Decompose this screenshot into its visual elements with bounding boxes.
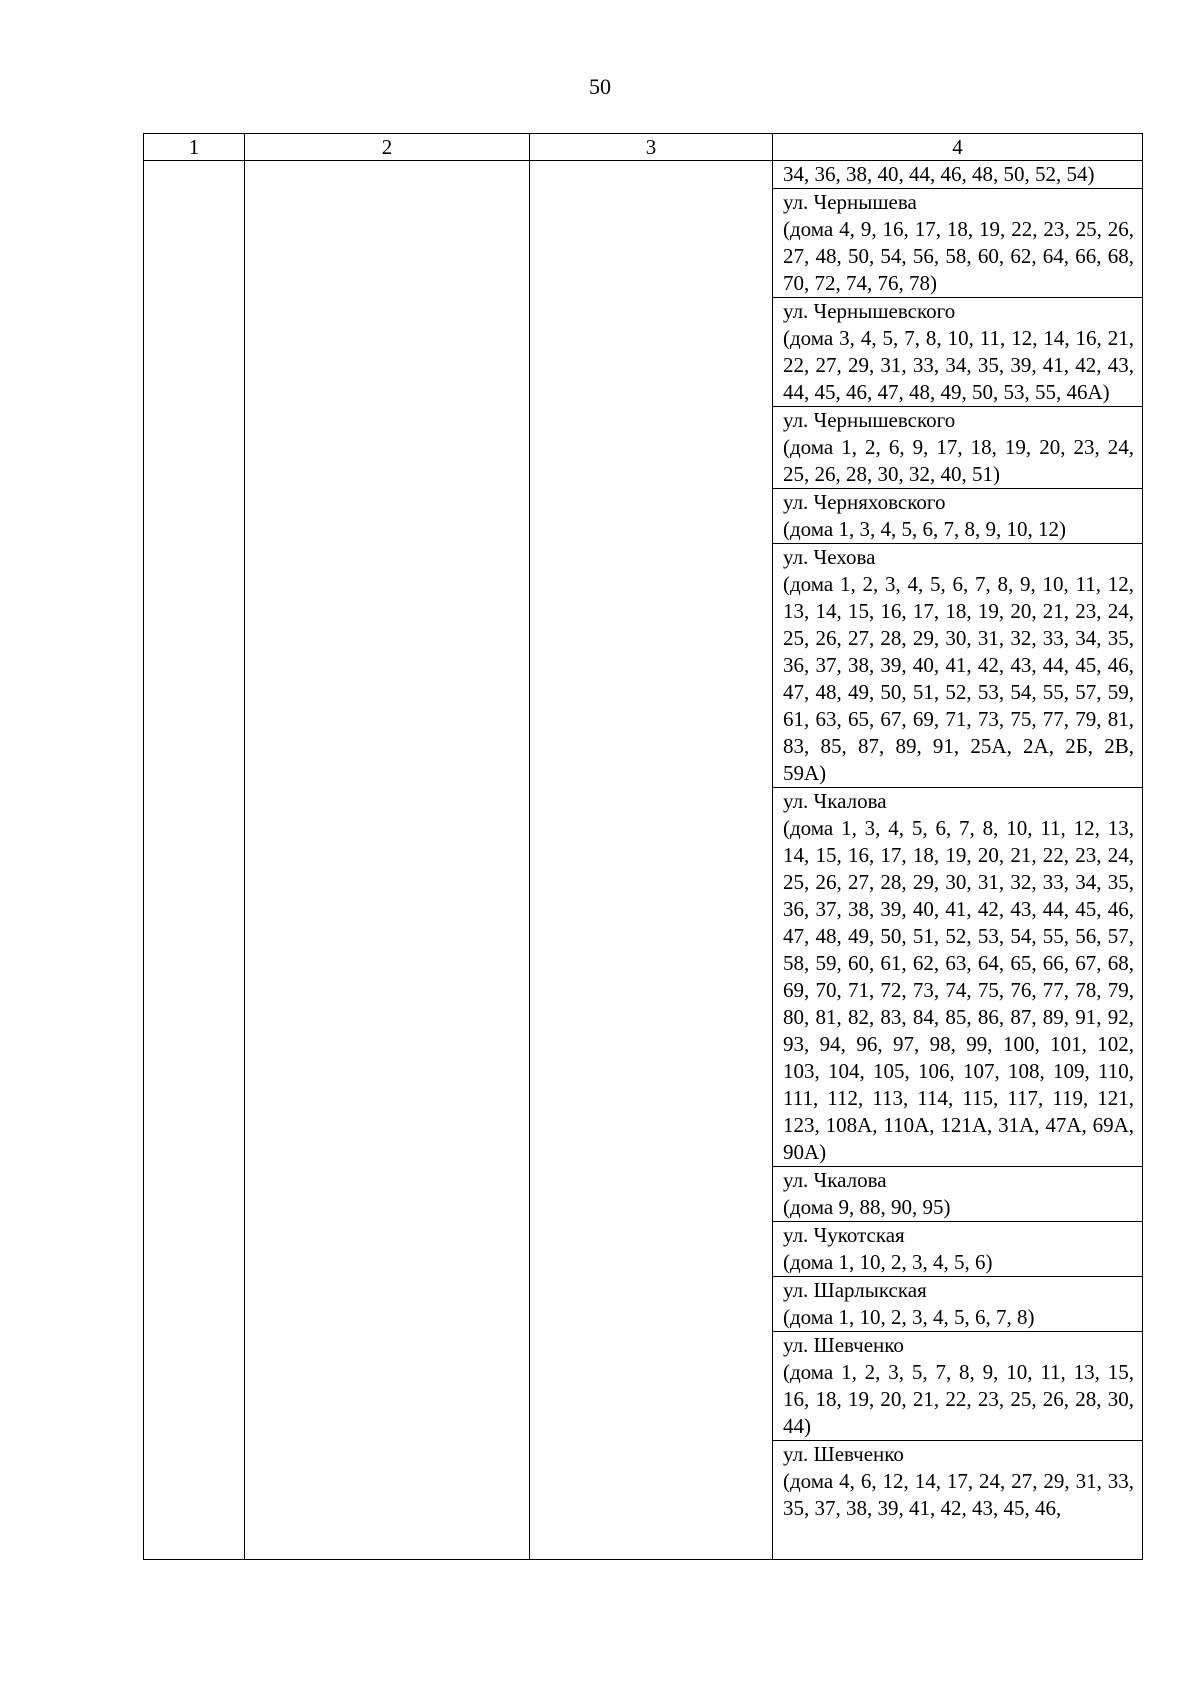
address-entry: [773, 1441, 1142, 1522]
address-entry: [773, 1332, 1142, 1441]
street-name: ул. Черняховского: [783, 490, 946, 514]
column-3-cell: [530, 161, 773, 1560]
house-numbers: (дома 1, 2, 6, 9, 17, 18, 19, 20, 23, 24, 25, 26, 28, 30, 32, 40, 51): [783, 435, 1134, 486]
house-numbers: (дома 4, 6, 12, 14, 17, 24, 27, 29, 31, 33, 35, 37, 38, 39, 41, 42, 43, 45, 46,: [783, 1469, 1134, 1520]
address-entry: [773, 489, 1142, 544]
address-table: [143, 133, 1143, 1560]
address-entry: [773, 1167, 1142, 1222]
address-entry: [773, 1222, 1142, 1277]
street-name: ул. Чукотская: [783, 1223, 905, 1247]
address-entry-list: [773, 161, 1142, 1522]
house-numbers: (дома 3, 4, 5, 7, 8, 10, 11, 12, 14, 16, 21, 22, 27, 29, 31, 33, 34, 35, 39, 41, 42, 43, 44, 45, 46, 47, 48, 49, 50, 53, 55, 46А): [783, 326, 1134, 404]
house-numbers: (дома 1, 10, 2, 3, 4, 5, 6): [783, 1250, 993, 1274]
column-header-1: 1: [144, 134, 245, 161]
page-number: 50: [589, 74, 611, 99]
house-numbers: (дома 1, 2, 3, 4, 5, 6, 7, 8, 9, 10, 11, 12, 13, 14, 15, 16, 17, 18, 19, 20, 21, 23, 24, 25, 26, 27, 28, 29, 30, 31, 32, 33, 34, 35, 36, 37, 38, 39, 40, 41, 42, 43, 44, 45, 46, 47, 48, 49, 50, 51, 52, 53, 54, 55, 57, 59, 61, 63, 65, 67, 69, 71, 73, 75, 77, 79, 81, 83, 85, 87, 89, 91, 25А, 2А, 2Б, 2В, 59А): [783, 572, 1134, 785]
street-name: ул. Шарлыкская: [783, 1278, 927, 1302]
column-4-cell: [773, 161, 1143, 1560]
column-header-3: 3: [530, 134, 773, 161]
house-numbers: (дома 1, 3, 4, 5, 6, 7, 8, 10, 11, 12, 13, 14, 15, 16, 17, 18, 19, 20, 21, 22, 23, 24, 25, 26, 27, 28, 29, 30, 31, 32, 33, 34, 35, 36, 37, 38, 39, 40, 41, 42, 43, 44, 45, 46, 47, 48, 49, 50, 51, 52, 53, 54, 55, 56, 57, 58, 59, 60, 61, 62, 63, 64, 65, 66, 67, 68, 69, 70, 71, 72, 73, 74, 75, 76, 77, 78, 79, 80, 81, 82, 83, 84, 85, 86, 87, 89, 91, 92, 93, 94, 96, 97, 98, 99, 100, 101, 102, 103, 104, 105, 106, 107, 108, 109, 110, 111, 112, 113, 114, 115, 117, 119, 121, 123, 108А, 110А, 121А, 31А, 47А, 69А, 90А): [783, 816, 1134, 1164]
street-name: ул. Чкалова: [783, 789, 887, 813]
address-entry: [773, 161, 1142, 189]
address-entry: [773, 788, 1142, 1167]
street-name: ул. Чкалова: [783, 1168, 887, 1192]
street-name: ул. Шевченко: [783, 1442, 904, 1466]
column-header-2: 2: [245, 134, 530, 161]
table-row: [144, 161, 1143, 1560]
street-name: ул. Шевченко: [783, 1333, 904, 1357]
house-numbers: (дома 1, 10, 2, 3, 4, 5, 6, 7, 8): [783, 1305, 1035, 1329]
house-numbers: (дома 4, 9, 16, 17, 18, 19, 22, 23, 25, 26, 27, 48, 50, 54, 56, 58, 60, 62, 64, 66, 68, 70, 72, 74, 76, 78): [783, 217, 1134, 295]
address-entry: [773, 544, 1142, 788]
house-numbers: (дома 9, 88, 90, 95): [783, 1195, 951, 1219]
column-1-cell: [144, 161, 245, 1560]
address-entry: [773, 1277, 1142, 1332]
house-numbers: 34, 36, 38, 40, 44, 46, 48, 50, 52, 54): [783, 162, 1095, 186]
street-name: ул. Чернышева: [783, 190, 917, 214]
column-2-cell: [245, 161, 530, 1560]
street-name: ул. Чернышевского: [783, 408, 956, 432]
address-entry: [773, 189, 1142, 298]
house-numbers: (дома 1, 3, 4, 5, 6, 7, 8, 9, 10, 12): [783, 517, 1066, 541]
house-numbers: (дома 1, 2, 3, 5, 7, 8, 9, 10, 11, 13, 15, 16, 18, 19, 20, 21, 22, 23, 25, 26, 28, 30, 44): [783, 1360, 1134, 1438]
address-entry: [773, 407, 1142, 489]
address-entry: [773, 298, 1142, 407]
column-header-4: 4: [773, 134, 1143, 161]
street-name: ул. Чернышевского: [783, 299, 956, 323]
street-name: ул. Чехова: [783, 545, 876, 569]
header-row: [144, 134, 1143, 161]
